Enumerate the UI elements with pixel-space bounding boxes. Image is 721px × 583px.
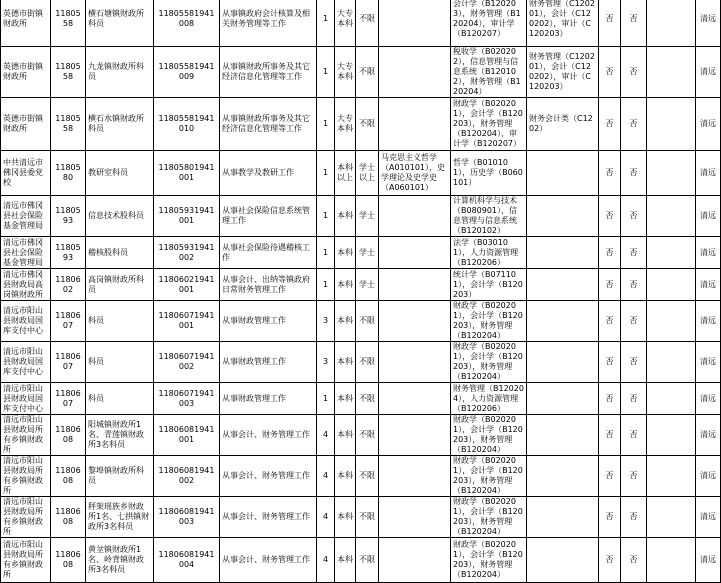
cell-headcount: 4 [317,456,335,497]
cell-undergraduate-major: 法学（B030101），人力资源管理（B120206） [451,237,527,269]
cell-education: 本科 [335,456,356,497]
table-row [1,269,721,301]
cell-position-name: 秤架瑶族乡财政所1名、七拱镇财政所3名科员 [86,497,154,538]
cell-notes [647,342,696,383]
cell-notes [647,456,696,497]
cell-unit-code: 1180607 [51,301,86,342]
cell-headcount: 1 [317,383,335,415]
cell-region: 清远 [696,342,721,383]
cell-college-major [527,415,599,456]
cell-unit-code: 1180608 [51,415,86,456]
cell-postgraduate-major [379,98,451,151]
cell-flag-a: 否 [599,237,621,269]
cell-undergraduate-major: 财政学（B020201），会计学（B120203），财务管理（B120204） [451,497,527,538]
cell-postgraduate-major [379,0,451,47]
cell-notes [647,383,696,415]
cell-college-major [527,151,599,196]
cell-education: 大专本科 [335,47,356,98]
cell-position-name: 科员 [86,342,154,383]
cell-notes [647,196,696,237]
cell-position-name: 科员 [86,301,154,342]
cell-undergraduate-major: 统计学（B071101），会计学（B120203） [451,269,527,301]
cell-job-description: 从事会计、财务管理工作 [220,456,317,497]
cell-position-code: 11806071941001 [154,301,220,342]
cell-position-code: 11806081941004 [154,538,220,583]
cell-college-major [527,342,599,383]
cell-position-name: 阳城镇财政所1名、青莲镇财政所3名科员 [86,415,154,456]
table-row [1,0,721,47]
cell-flag-a: 否 [599,196,621,237]
cell-unit-name: 英德市街镇财政所 [1,47,51,98]
cell-unit-name: 清远市阳山县财政局国库支付中心 [1,383,51,415]
cell-flag-b: 否 [621,151,647,196]
cell-region: 清远 [696,456,721,497]
cell-undergraduate-major: 财政学（B020201），会计学（B120203），财务管理（B120204） [451,456,527,497]
cell-position-name: 高岗镇财政所科员 [86,269,154,301]
cell-degree: 不限 [356,98,379,151]
cell-postgraduate-major [379,456,451,497]
cell-education: 本科 [335,538,356,583]
table-body [1,0,721,583]
cell-degree: 不限 [356,456,379,497]
cell-notes [647,98,696,151]
cell-region: 清远 [696,415,721,456]
cell-notes [647,415,696,456]
cell-unit-code: 1180558 [51,0,86,47]
cell-unit-code: 1180593 [51,237,86,269]
table-row [1,497,721,538]
cell-postgraduate-major [379,538,451,583]
cell-headcount: 1 [317,98,335,151]
cell-undergraduate-major: 财政学（B020201），会计学（B120203），财务管理（B120204） [451,538,527,583]
cell-flag-a: 否 [599,415,621,456]
cell-position-code: 11805581941010 [154,98,220,151]
cell-position-code: 11806081941002 [154,456,220,497]
cell-unit-name: 英德市街镇财政所 [1,0,51,47]
cell-college-major [527,456,599,497]
cell-unit-code: 1180558 [51,47,86,98]
cell-position-name: 九龙镇财政所科员 [86,47,154,98]
cell-region: 清远 [696,269,721,301]
cell-job-description: 从事镇政府会计核算及相关财务管理等工作 [220,0,317,47]
cell-flag-b: 否 [621,301,647,342]
cell-headcount: 1 [317,0,335,47]
cell-flag-b: 否 [621,237,647,269]
cell-postgraduate-major [379,196,451,237]
cell-flag-a: 否 [599,383,621,415]
cell-unit-name: 中共清远市佛冈县委党校 [1,151,51,196]
cell-position-name: 横石水镇财政所科员 [86,98,154,151]
cell-postgraduate-major [379,342,451,383]
cell-position-code: 11806021941001 [154,269,220,301]
cell-postgraduate-major: 马克思主义哲学（A010101），史学理论及史学史（A060101） [379,151,451,196]
cell-flag-a: 否 [599,456,621,497]
cell-region: 清远 [696,538,721,583]
cell-position-code: 11805931941002 [154,237,220,269]
cell-undergraduate-major: 会计学（B120203），财务管理（B120204），审计学（B120207） [451,0,527,47]
cell-flag-b: 否 [621,538,647,583]
cell-education: 本科 [335,237,356,269]
cell-headcount: 3 [317,342,335,383]
cell-college-major [527,301,599,342]
cell-degree: 不限 [356,383,379,415]
cell-flag-a: 否 [599,269,621,301]
cell-unit-code: 1180602 [51,269,86,301]
cell-college-major: 财务管理（C120201），会计（C120202），审计（C120203） [527,0,599,47]
cell-flag-b: 否 [621,269,647,301]
cell-job-description: 从事社会保险信息系统管理工作 [220,196,317,237]
cell-degree: 不限 [356,301,379,342]
cell-unit-name: 英德市街镇财政所 [1,98,51,151]
cell-unit-code: 1180607 [51,383,86,415]
cell-headcount: 4 [317,497,335,538]
cell-education: 大专本科 [335,0,356,47]
cell-education: 大专本科 [335,98,356,151]
cell-college-major [527,196,599,237]
cell-region: 清远 [696,98,721,151]
cell-postgraduate-major [379,383,451,415]
cell-postgraduate-major [379,497,451,538]
cell-degree: 不限 [356,342,379,383]
cell-job-description: 从事财政管理工作 [220,342,317,383]
cell-headcount: 1 [317,47,335,98]
cell-unit-code: 1180593 [51,196,86,237]
cell-notes [647,237,696,269]
cell-unit-name: 清远市阳山县财政局所有乡镇财政所 [1,456,51,497]
cell-position-name: 稽核股科员 [86,237,154,269]
cell-education: 本科 [335,196,356,237]
cell-unit-name: 清远市佛冈县社会保险基金管理局 [1,196,51,237]
cell-education: 本科 [335,415,356,456]
cell-degree: 学士 [356,237,379,269]
cell-degree: 学士 [356,196,379,237]
cell-undergraduate-major: 哲学（B010101），历史学（B060101） [451,151,527,196]
cell-degree: 不限 [356,415,379,456]
table-row [1,342,721,383]
cell-college-major: 财务会计类（C1202） [527,98,599,151]
cell-flag-b: 否 [621,196,647,237]
cell-flag-b: 否 [621,415,647,456]
cell-notes [647,0,696,47]
cell-region: 清远 [696,47,721,98]
cell-flag-b: 否 [621,342,647,383]
cell-flag-b: 否 [621,98,647,151]
cell-flag-a: 否 [599,301,621,342]
cell-headcount: 1 [317,151,335,196]
cell-unit-name: 清远市阳山县财政局国库支付中心 [1,301,51,342]
cell-position-code: 11805801941001 [154,151,220,196]
cell-headcount: 1 [317,237,335,269]
cell-flag-a: 否 [599,47,621,98]
cell-education: 本科 [335,497,356,538]
cell-position-name: 教研室科员 [86,151,154,196]
cell-undergraduate-major: 财务管理（B120204），人力资源管理（B120206） [451,383,527,415]
cell-unit-name: 清远市阳山县财政局国库支付中心 [1,342,51,383]
cell-position-code: 11805581941008 [154,0,220,47]
cell-flag-b: 否 [621,47,647,98]
cell-job-description: 从事社会保险待遇稽核工作 [220,237,317,269]
cell-education: 本科以上 [335,151,356,196]
cell-job-description: 从事教学及教研工作 [220,151,317,196]
cell-unit-name: 清远市阳山县财政局所有乡镇财政所 [1,415,51,456]
cell-job-description: 从事镇财政所事务及其它经济信息化管理等工作 [220,47,317,98]
cell-degree: 不限 [356,47,379,98]
cell-flag-b: 否 [621,456,647,497]
table-row [1,301,721,342]
cell-unit-name: 清远市佛冈县财政局高岗镇财政所 [1,269,51,301]
cell-undergraduate-major: 财政学（B020201），会计学（B120203），财务管理（B120204） [451,301,527,342]
cell-headcount: 1 [317,269,335,301]
cell-unit-name: 清远市佛冈县社会保险基金管理局 [1,237,51,269]
cell-flag-a: 否 [599,342,621,383]
cell-region: 清远 [696,301,721,342]
cell-unit-code: 1180608 [51,456,86,497]
cell-college-major [527,237,599,269]
cell-region: 清远 [696,0,721,47]
cell-position-code: 11806071941002 [154,342,220,383]
cell-notes [647,269,696,301]
cell-region: 清远 [696,151,721,196]
cell-headcount: 4 [317,415,335,456]
cell-postgraduate-major [379,47,451,98]
cell-job-description: 从事会计、财务管理工作 [220,497,317,538]
cell-position-code: 11806081941003 [154,497,220,538]
cell-notes [647,151,696,196]
table-row [1,237,721,269]
cell-postgraduate-major [379,237,451,269]
cell-college-major: 财务管理（C120201），会计（C120202），审计（C120203） [527,47,599,98]
table-row [1,151,721,196]
cell-postgraduate-major [379,415,451,456]
cell-college-major [527,538,599,583]
cell-education: 本科 [335,342,356,383]
cell-region: 清远 [696,497,721,538]
cell-job-description: 从事会计、财务管理工作 [220,415,317,456]
cell-job-description: 从事镇财政所事务及其它经济信息化管理等工作 [220,98,317,151]
cell-undergraduate-major: 财政学（B020201），会计学（B120203），财务管理（B120204） [451,342,527,383]
cell-undergraduate-major: 财政学（B020201），会计学（B120203），财务管理（B120204） [451,415,527,456]
cell-degree: 不限 [356,0,379,47]
table-row [1,456,721,497]
cell-flag-a: 否 [599,538,621,583]
cell-undergraduate-major: 财政学（B020201），会计学（B120203），财务管理（B120204），审计学（B120207） [451,98,527,151]
table-row [1,383,721,415]
cell-flag-a: 否 [599,151,621,196]
cell-position-name: 科员 [86,383,154,415]
cell-undergraduate-major: 计算机科学与技术（B080901），信息管理与信息系统（B120102） [451,196,527,237]
cell-position-code: 11806081941001 [154,415,220,456]
cell-unit-code: 1180608 [51,538,86,583]
cell-headcount: 3 [317,301,335,342]
cell-flag-a: 否 [599,497,621,538]
cell-job-description: 从事财政管理工作 [220,383,317,415]
cell-position-name: 黄坌镇财政所1名、岭背镇财政所3名科员 [86,538,154,583]
cell-postgraduate-major [379,269,451,301]
table-row [1,47,721,98]
table-row [1,415,721,456]
cell-education: 本科 [335,301,356,342]
cell-unit-name: 清远市阳山县财政局所有乡镇财政所 [1,497,51,538]
cell-position-name: 信息技术股科员 [86,196,154,237]
cell-degree: 学士 [356,269,379,301]
cell-job-description: 从事会计、财务管理工作 [220,538,317,583]
cell-unit-name: 清远市阳山县财政局所有乡镇财政所 [1,538,51,583]
cell-position-code: 11806071941003 [154,383,220,415]
cell-position-name: 黎埠镇财政所科员 [86,456,154,497]
cell-flag-a: 否 [599,98,621,151]
cell-undergraduate-major: 税收学（B020202），信息管理与信息系统（B120102），财务管理（B120204） [451,47,527,98]
cell-flag-b: 否 [621,0,647,47]
cell-position-code: 11805581941009 [154,47,220,98]
cell-education: 本科 [335,383,356,415]
cell-unit-code: 1180558 [51,98,86,151]
table-row [1,98,721,151]
cell-position-name: 横石塘镇财政所科员 [86,0,154,47]
cell-unit-code: 1180608 [51,497,86,538]
cell-flag-a: 否 [599,0,621,47]
cell-notes [647,538,696,583]
cell-degree: 不限 [356,538,379,583]
cell-region: 清远 [696,237,721,269]
cell-college-major [527,383,599,415]
cell-degree: 不限 [356,497,379,538]
cell-notes [647,301,696,342]
cell-job-description: 从事会计、出纳等镇政府日常财务管理工作 [220,269,317,301]
cell-college-major [527,269,599,301]
cell-notes [647,497,696,538]
table-row [1,196,721,237]
cell-headcount: 1 [317,196,335,237]
cell-flag-b: 否 [621,383,647,415]
cell-unit-code: 1180607 [51,342,86,383]
cell-unit-code: 1180580 [51,151,86,196]
cell-region: 清远 [696,196,721,237]
cell-degree: 学士以上 [356,151,379,196]
cell-postgraduate-major [379,301,451,342]
cell-notes [647,47,696,98]
table-row [1,538,721,583]
cell-job-description: 从事财政管理工作 [220,301,317,342]
cell-headcount: 4 [317,538,335,583]
cell-region: 清远 [696,383,721,415]
cell-flag-b: 否 [621,497,647,538]
cell-education: 本科 [335,269,356,301]
cell-college-major [527,497,599,538]
cell-position-code: 11805931941001 [154,196,220,237]
